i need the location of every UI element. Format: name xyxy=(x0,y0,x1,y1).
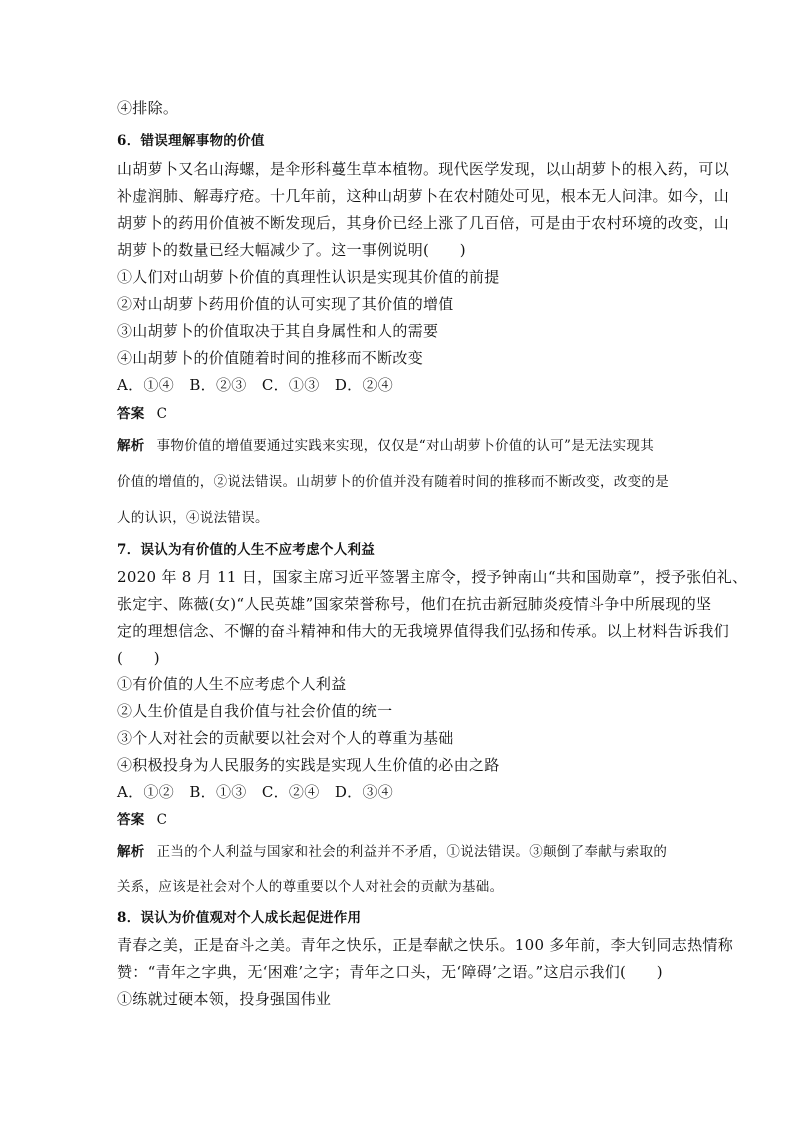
q7-option: ④积极投身为人民服务的实践是实现人生价值的必由之路 xyxy=(117,756,500,774)
q6-choices: A．①④ B．②③ C．①③ D．②④ xyxy=(117,376,394,394)
q8-option: ①练就过硬本领，投身强国伟业 xyxy=(117,990,332,1008)
q7-option: ①有价值的人生不应考虑个人利益 xyxy=(117,675,347,693)
analysis-label: 解析 xyxy=(117,438,145,454)
q6-stem-line: 山胡萝卜又名山海螺，是伞形科蔓生草本植物。现代医学发现，以山胡萝卜的根入药，可以 xyxy=(117,160,730,178)
analysis-text: 正当的个人利益与国家和社会的利益并不矛盾，①说法错误。③颠倒了奉献与索取的 xyxy=(156,844,668,860)
q6-option: ①人们对山胡萝卜价值的真理性认识是实现其价值的前提 xyxy=(117,268,500,286)
q6-analysis-line: 价值的增值的，②说法错误。山胡萝卜的价值并没有随着时间的推移而不断改变，改变的是 xyxy=(117,474,669,490)
q7-answer xyxy=(117,810,682,830)
q8-title: 8．误认为价值观对个人成长起促进作用 xyxy=(117,910,362,926)
answer-label: 答案 xyxy=(117,406,145,422)
answer-label: 答案 xyxy=(117,812,145,828)
q6-stem-line: 胡萝卜的药用价值被不断发现后，其身价已经上涨了几百倍，可是由于农村环境的改变，山 xyxy=(117,214,730,232)
q7-option: ③个人对社会的贡献要以社会对个人的尊重为基础 xyxy=(117,729,454,747)
q6-title: 6．错误理解事物的价值 xyxy=(117,133,265,149)
q8-stem-line: 赞：“青年之字典，无‘困难’之字；青年之口头，无‘障碍’之语。”这启示我们( ) xyxy=(117,963,663,981)
analysis-label: 解析 xyxy=(117,844,145,860)
q6-analysis-line: 人的认识，④说法错误。 xyxy=(117,510,269,526)
q5-tail: ④排除。 xyxy=(117,99,179,117)
q6-option: ③山胡萝卜的价值取决于其自身属性和人的需要 xyxy=(117,322,439,340)
q6-answer xyxy=(117,404,682,424)
q7-stem-line: ( ) xyxy=(117,649,160,667)
q7-option: ②人生价值是自我价值与社会价值的统一 xyxy=(117,702,393,720)
answer-value: C xyxy=(156,812,168,828)
q7-stem-line: 张定宇、陈薇(女)“人民英雄”国家荣誉称号，他们在抗击新冠肺炎疫情斗争中所展现的坚 xyxy=(117,595,712,613)
q6-analysis-line xyxy=(117,436,682,456)
answer-value: C xyxy=(156,406,168,422)
q6-option: ④山胡萝卜的价值随着时间的推移而不断改变 xyxy=(117,349,424,367)
q7-analysis-line xyxy=(117,842,682,862)
q7-stem-line: 2020 年 8 月 11 日，国家主席习近平签署主席令，授予钟南山“共和国勋章”，授予张伯礼、 xyxy=(117,568,748,586)
q7-choices: A．①② B．①③ C．②④ D．③④ xyxy=(117,783,394,801)
q7-title: 7．误认为有价值的人生不应考虑个人利益 xyxy=(117,542,376,558)
q8-stem-line: 青春之美，正是奋斗之美。青年之快乐，正是奉献之快乐。100 多年前，李大钊同志热情称 xyxy=(117,936,734,954)
q7-analysis-line: 关系，应该是社会对个人的尊重要以个人对社会的贡献为基础。 xyxy=(117,879,504,895)
q6-option: ②对山胡萝卜药用价值的认可实现了其价值的增值 xyxy=(117,295,454,313)
q6-stem-line: 胡萝卜的数量已经大幅减少了。这一事例说明( ) xyxy=(117,241,466,259)
q7-stem-line: 定的理想信念、不懈的奋斗精神和伟大的无我境界值得我们弘扬和传承。以上材料告诉我们 xyxy=(117,622,730,640)
analysis-text: 事物价值的增值要通过实践来实现，仅仅是“对山胡萝卜价值的认可”是无法实现其 xyxy=(156,438,655,454)
q6-stem-line: 补虚润肺、解毒疗疮。十几年前，这种山胡萝卜在农村随处可见，根本无人问津。如今，山 xyxy=(117,187,730,205)
